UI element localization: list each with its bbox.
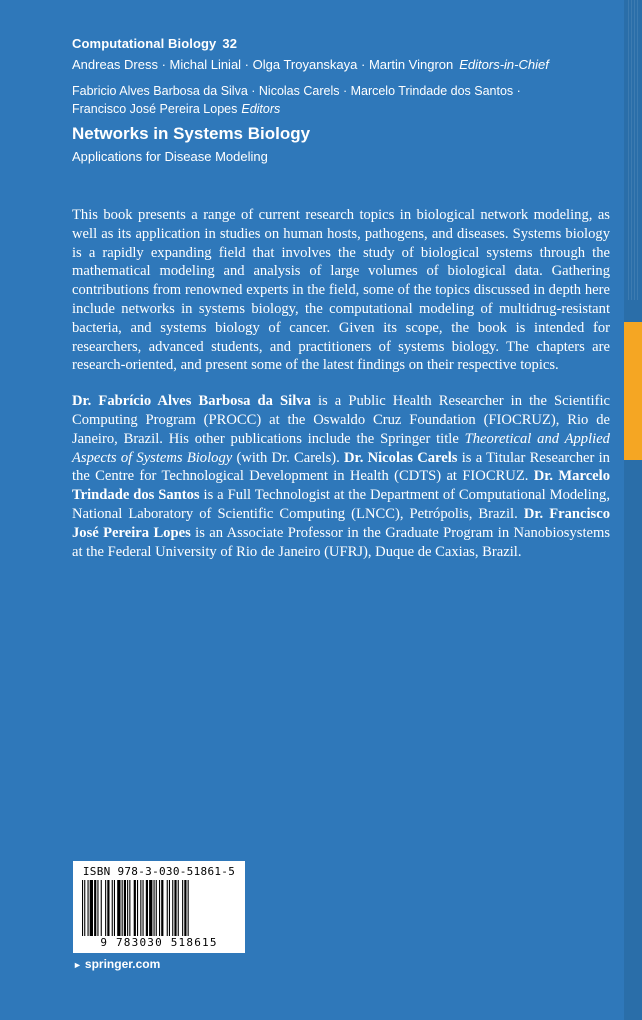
- bio-name-3: Dr. Marcelo Trindade dos Santos: [72, 468, 610, 504]
- editors-line-1: Fabricio Alves Barbosa da Silva · Nicolas Carels · Marcelo Trindade dos Santos ·: [72, 84, 521, 98]
- editors-in-chief-names: Andreas Dress · Michal Linial · Olga Troyanskaya · Martin Vingron: [72, 57, 454, 72]
- bio-text-3: is a Titular Researcher in the Centre for Technological Development in Health (CDTS) at FIOCRUZ.: [72, 449, 610, 485]
- editors-line-2: Francisco José Pereira Lopes: [72, 102, 238, 116]
- series-number: 32: [222, 36, 238, 51]
- bio-name-1: Dr. Fabrício Alves Barbosa da Silva: [72, 393, 311, 410]
- back-cover-text: [72, 206, 610, 578]
- ean-digits: 9 783030 518615: [100, 936, 218, 949]
- book-title: Networks in Systems Biology: [72, 124, 311, 143]
- description-paragraph: This book presents a range of current research topics in biological network modeling, as well as its application in studies on human hosts, pathogens, and diseases. Systems biology is a rapidly expanding field that involves the study of biological systems through the mathematical modeling and analysis of large volumes of biological data. Gathering contributions from renowned experts in the field, some of the topics discussed in depth here include networks in systems biology, the computational modeling of multidrug-resistant bacteria, and systems biology of cancer. Given its scope, the book is intended for researchers, advanced students, and practitioners of systems biology. The chapters are research-oriented, and present some of the latest findings on their respective topics.: [72, 207, 610, 374]
- publisher-url: springer.com: [84, 957, 161, 971]
- bio-paragraph: [72, 392, 610, 561]
- editors-in-chief-line: [72, 57, 612, 72]
- publisher-link[interactable]: [73, 957, 160, 971]
- barcode-bars: [80, 880, 238, 936]
- bio-text-2: (with Dr. Carels).: [232, 449, 345, 466]
- editors-in-chief-role: Editors-in-Chief: [459, 57, 549, 72]
- isbn-label: ISBN 978-3-030-51861-5: [82, 865, 236, 878]
- bio-name-4: Dr. Francisco José Pereira Lopes: [72, 505, 610, 541]
- series-name: Computational Biology: [72, 36, 217, 51]
- volume-editors: [72, 82, 612, 118]
- bio-text-5: is an Associate Professor in the Graduate Program in Nanobiosystems at the Federal University of Rio de Janeiro (UFRJ), Duque de Caxias, Brazil.: [72, 524, 611, 560]
- arrow-right-icon: ►: [73, 960, 82, 970]
- spine-pattern: [628, 0, 638, 300]
- bio-name-2: Dr. Nicolas Carels: [344, 449, 458, 466]
- book-subtitle: Applications for Disease Modeling: [72, 149, 268, 164]
- cover-header: [72, 36, 612, 164]
- bio-text-1: is a Public Health Researcher in the Scientific Computing Program (PROCC) at the Oswaldo Cruz Foundation (FIOCRUZ), Rio de Janeiro, Brazil. His other publications include the Springer title: [72, 393, 610, 447]
- isbn-barcode: [73, 861, 245, 953]
- spine-accent-bar: [624, 322, 642, 460]
- bio-text-4: is a Full Technologist at the Department of Computational Modeling, National Laboratory of Scientific Computing (LNCC), Petrópolis, Brazil.: [72, 487, 610, 522]
- editors-role: Editors: [241, 102, 281, 116]
- series-line: [72, 36, 612, 51]
- bio-book-title: Theoretical and Applied Aspects of Systems Biology: [72, 430, 610, 466]
